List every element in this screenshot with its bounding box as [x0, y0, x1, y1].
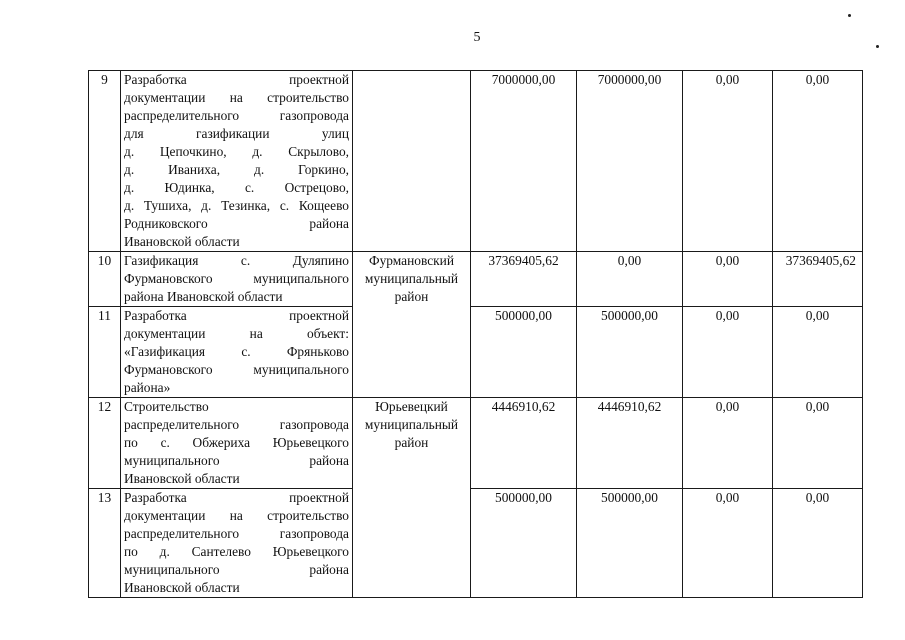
budget-table [88, 70, 863, 598]
amount-3: 0,00 [683, 252, 773, 307]
table-row [89, 252, 863, 307]
amount-3: 0,00 [683, 398, 773, 489]
amount-4: 0,00 [773, 71, 863, 252]
district-line: район [394, 435, 429, 450]
row-number: 11 [89, 307, 121, 398]
district-line: муниципальный [364, 271, 459, 286]
row-number: 12 [89, 398, 121, 489]
project-name-line: Ивановской области [124, 234, 240, 249]
amount-3: 0,00 [683, 307, 773, 398]
table-row [89, 398, 863, 489]
project-name-line: района» [124, 380, 171, 395]
amount-total: 37369405,62 [471, 252, 577, 307]
table-row [89, 489, 863, 598]
project-name-line: распределительного газопровода [124, 417, 349, 432]
project-name-line: Фурмановского муниципального [124, 362, 349, 377]
project-name-line: «Газификация с. Фряньково [124, 344, 349, 359]
amount-total: 500000,00 [471, 307, 577, 398]
amount-4: 0,00 [773, 307, 863, 398]
project-name-line: Разработка проектной [124, 72, 349, 87]
project-name-line: документации на строительство [124, 508, 349, 523]
project-name-line: д. Тушиха, д. Тезинка, с. Кощеево [124, 198, 349, 213]
project-name [121, 307, 353, 398]
district-yurievets [353, 398, 471, 598]
row-number: 9 [89, 71, 121, 252]
project-name-line: по д. Сантелево Юрьевецкого [124, 544, 349, 559]
project-name-line: документации на объект: [124, 326, 349, 341]
row-number: 13 [89, 489, 121, 598]
district-line: Юрьевецкий [375, 399, 448, 414]
page-number: 5 [473, 30, 481, 45]
project-name-line: по с. Обжериха Юрьевецкого [124, 435, 349, 450]
scan-speck [848, 14, 851, 17]
scan-speck [876, 45, 879, 48]
project-name-line: документации на строительство [124, 90, 349, 105]
district-line: Фурмановский [369, 253, 454, 268]
amount-2: 7000000,00 [577, 71, 683, 252]
project-name-line: Строительство [124, 399, 209, 414]
amount-2: 4446910,62 [577, 398, 683, 489]
district-line: муниципальный [364, 417, 459, 432]
project-name [121, 398, 353, 489]
table-row [89, 71, 863, 252]
project-name-line: распределительного газопровода [124, 526, 349, 541]
project-name-line: Ивановской области [124, 580, 240, 595]
district-furmanov [353, 252, 471, 398]
project-name-line: Газификация с. Дуляпино [124, 253, 349, 268]
project-name-line: распределительного газопровода [124, 108, 349, 123]
amount-total: 4446910,62 [471, 398, 577, 489]
project-name [121, 252, 353, 307]
project-name [121, 71, 353, 252]
project-name-line: д. Юдинка, с. Острецово, [124, 180, 349, 195]
project-name [121, 489, 353, 598]
amount-4: 0,00 [773, 489, 863, 598]
amount-2: 500000,00 [577, 489, 683, 598]
project-name-line: муниципального района [124, 562, 349, 577]
amount-3: 0,00 [683, 71, 773, 252]
project-name-line: муниципального района [124, 453, 349, 468]
project-name-line: района Ивановской области [124, 289, 283, 304]
project-name-line: д. Иваниха, д. Горкино, [124, 162, 349, 177]
project-name-line: Ивановской области [124, 471, 240, 486]
row-number: 10 [89, 252, 121, 307]
project-name-line: для газификации улиц [124, 126, 349, 141]
amount-4: 0,00 [773, 398, 863, 489]
amount-2: 0,00 [577, 252, 683, 307]
district-cell-empty [353, 71, 471, 252]
amount-3: 0,00 [683, 489, 773, 598]
project-name-line: Разработка проектной [124, 490, 349, 505]
amount-4: 37369405,62 [773, 252, 863, 307]
project-name-line: д. Цепочкино, д. Скрылово, [124, 144, 349, 159]
amount-total: 7000000,00 [471, 71, 577, 252]
district-line: район [394, 289, 429, 304]
table-row [89, 307, 863, 398]
project-name-line: Разработка проектной [124, 308, 349, 323]
amount-2: 500000,00 [577, 307, 683, 398]
project-name-line: Фурмановского муниципального [124, 271, 349, 286]
project-name-line: Родниковского района [124, 216, 349, 231]
amount-total: 500000,00 [471, 489, 577, 598]
